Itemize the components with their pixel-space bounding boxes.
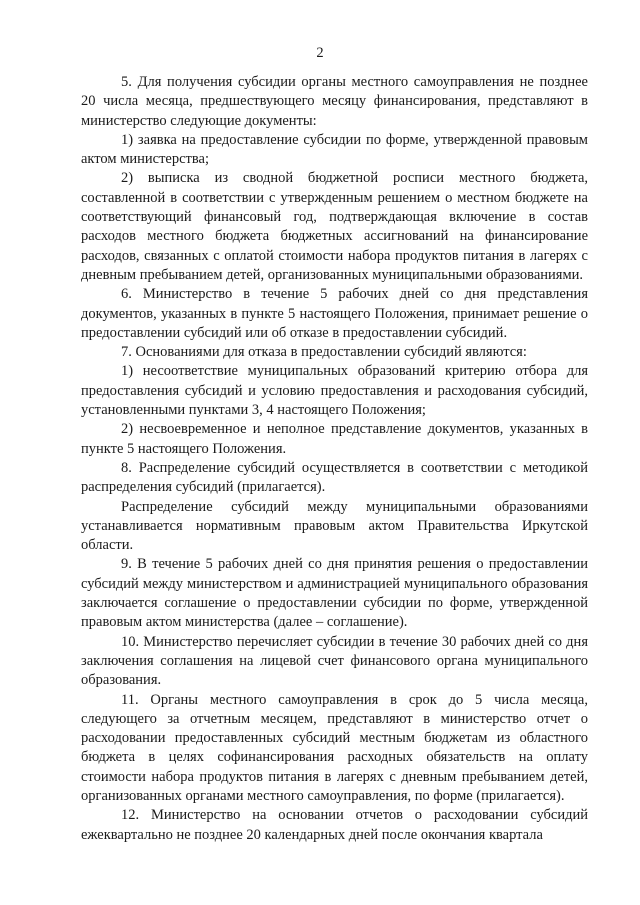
paragraph-item-8-continuation: Распределение субсидий между муниципальными образованиями устанавливается нормативным правовым актом Правительства Иркутской области. <box>81 498 588 554</box>
document-body <box>81 73 588 845</box>
paragraph-item-10: 10. Министерство перечисляет субсидии в течение 30 рабочих дней со дня заключения соглашения на лицевой счет финансового органа муниципального образования. <box>81 633 588 689</box>
paragraph-item-5-2: 2) выписка из сводной бюджетной росписи местного бюджета, составленной в соответствии с утвержденным решением о местном бюджете на соответствующий финансовый год, подтверждающая включение в состав расходов местного бюджета бюджетных ассигнований на финансирование расходов, связанных с оплатой стоимости набора продуктов питания в лагерях с дневным пребыванием детей, организованных муниципальными образованиями. <box>81 170 588 283</box>
paragraph-item-6: 6. Министерство в течение 5 рабочих дней со дня представления документов, указанных в пункте 5 настоящего Положения, принимает решение о предоставлении субсидий или об отказе в предоставлении субсидий. <box>81 286 588 341</box>
page-number: 2 <box>316 45 324 61</box>
paragraph-item-9: 9. В течение 5 рабочих дней со дня принятия решения о предоставлении субсидий между министерством и администрацией муниципального образования заключается соглашение о предоставлении субсидии по форме, утвержденной правовым актом министерства (далее – соглашение). <box>81 556 588 631</box>
paragraph-item-7: 7. Основаниями для отказа в предоставлении субсидий являются: <box>121 344 527 361</box>
paragraph-item-8: 8. Распределение субсидий осуществляется в соответствии с методикой распределения субсидий (прилагается). <box>81 459 588 496</box>
paragraph-item-5-1: 1) заявка на предоставление субсидии по форме, утвержденной правовым актом министерства; <box>81 131 588 168</box>
paragraph-item-7-1: 1) несоответствие муниципальных образований критерию отбора для предоставления субсидий и условию предоставления и расходования субсидий, установленными пунктами 3, 4 настоящего Положения; <box>81 363 588 419</box>
paragraph-item-11: 11. Органы местного самоуправления в срок до 5 числа месяца, следующего за отчетным месяцем, представляют в министерство отчет о расходовании предоставленных субсидий местным бюджетам из областного бюджета в целях софинансирования расходных обязательств на оплату стоимости набора продуктов питания в лагерях с дневным пребыванием детей, организованных органами местного самоуправления, по форме (прилагается). <box>81 691 588 804</box>
paragraph-item-12: 12. Министерство на основании отчетов о расходовании субсидий ежеквартально не позднее 20 календарных дней после окончания квартала <box>81 807 588 843</box>
paragraph-item-5: 5. Для получения субсидии органы местного самоуправления не позднее 20 числа месяца, предшествующего месяцу финансирования, представляют в министерство следующие документы: <box>81 74 588 129</box>
paragraph-item-7-2: 2) несвоевременное и неполное представление документов, указанных в пункте 5 настоящего Положения. <box>81 421 588 457</box>
